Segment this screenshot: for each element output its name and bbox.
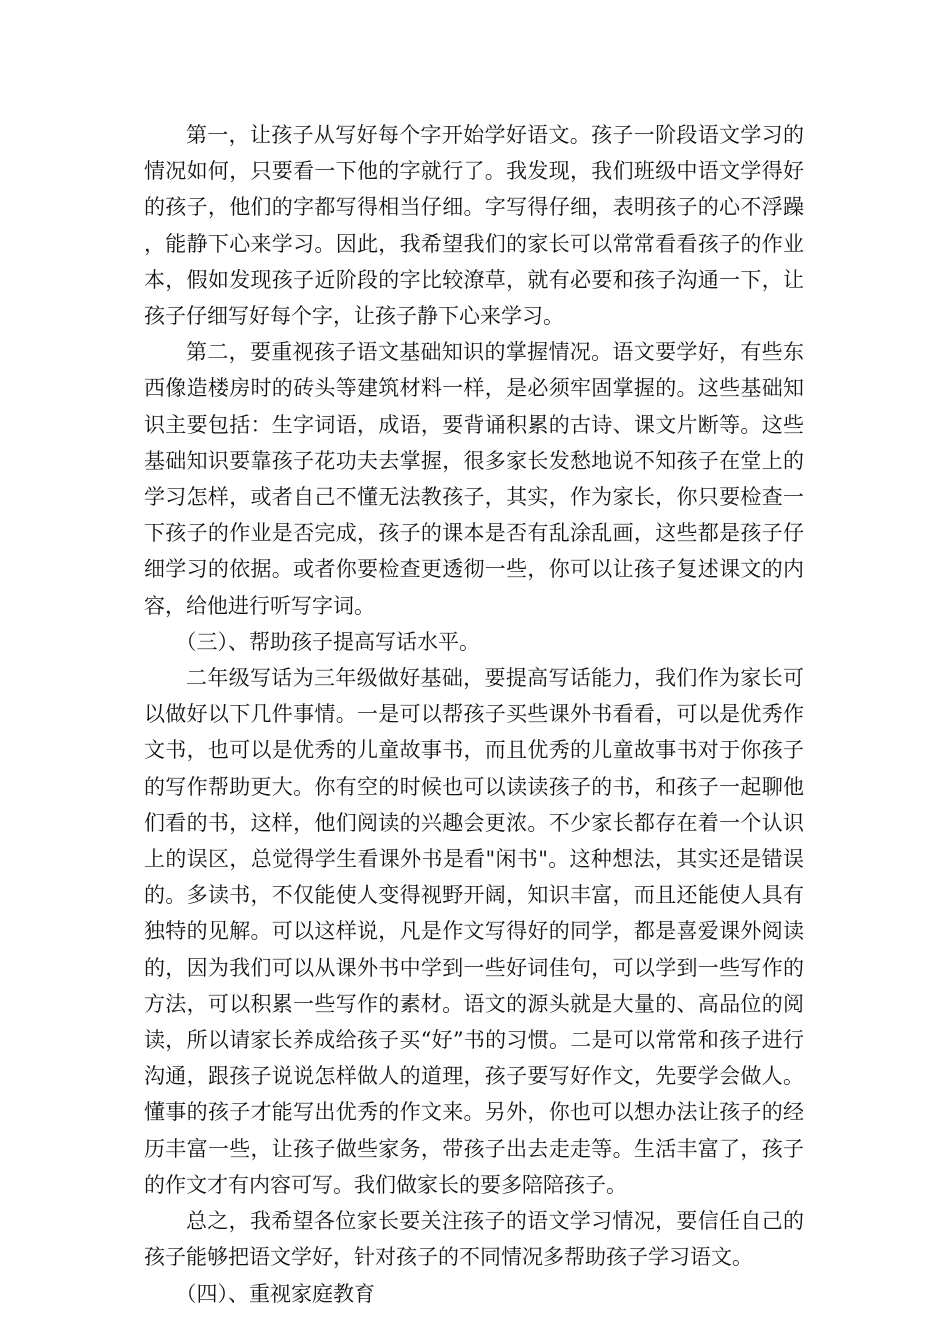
document-page xyxy=(144,117,804,1312)
paragraph-writing-help: 二年级写话为三年级做好基础，要提高写话能力，我们作为家长可以做好以下几件事情。一是可以帮孩子买些课外书看看，可以是优秀作文书，也可以是优秀的儿童故事书，而且优秀的儿童故事书对于你孩子的写作帮助更大。你有空的时候也可以读读孩子的书，和孩子一起聊他们看的书，这样，他们阅读的兴趣会更浓。不少家长都存在着一个认识上的误区，总觉得学生看课外书是看"闲书"。这种想法，其实还是错误的。多读书，不仅能使人变得视野开阔，知识丰富，而且还能使人具有独特的见解。可以这样说，凡是作文写得好的同学，都是喜爱课外阅读的，因为我们可以从课外书中学到一些好词佳句，可以学到一些写作的方法，可以积累一些写作的素材。语文的源头就是大量的、高品位的阅读，所以请家长养成给孩子买“好”书的习惯。二是可以常常和孩子进行沟通，跟孩子说说怎样做人的道理，孩子要写好作文，先要学会做人。懂事的孩子才能写出优秀的作文来。另外，你也可以想办法让孩子的经历丰富一些，让孩子做些家务，带孩子出去走走等。生活丰富了，孩子的作文才有内容可写。我们做家长的要多陪陪孩子。 xyxy=(144,666,804,1197)
paragraph-second: 第二，要重视孩子语文基础知识的掌握情况。语文要学好，有些东西像造楼房时的砖头等建筑材料一样，是必须牢固掌握的。这些基础知识主要包括：生字词语，成语，要背诵积累的古诗、课文片断等。这些基础知识要靠孩子花功夫去掌握，很多家长发愁地说不知孩子在堂上的学习怎样，或者自己不懂无法教孩子，其实，作为家长，你只要检查一下孩子的作业是否完成，孩子的课本是否有乱涂乱画，这些都是孩子仔细学习的依据。或者你要检查更透彻一些，你可以让孩子复述课文的内容，给他进行听写字词。 xyxy=(144,340,804,618)
section-heading-four: （四）、重视家庭教育 xyxy=(175,1281,375,1306)
section-heading-three: （三）、帮助孩子提高写话水平。 xyxy=(175,629,480,654)
paragraph-first: 第一，让孩子从写好每个字开始学好语文。孩子一阶段语文学习的情况如何，只要看一下他的字就行了。我发现，我们班级中语文学得好的孩子，他们的字都写得相当仔细。字写得仔细，表明孩子的心不浮躁，能静下心来学习。因此，我希望我们的家长可以常常看看孩子的作业本，假如发现孩子近阶段的字比较潦草，就有必要和孩子沟通一下，让孩子仔细写好每个字，让孩子静下心来学习。 xyxy=(144,123,804,329)
paragraph-summary: 总之，我希望各位家长要关注孩子的语文学习情况，要信任自己的孩子能够把语文学好，针对孩子的不同情况多帮助孩子学习语文。 xyxy=(144,1209,804,1270)
